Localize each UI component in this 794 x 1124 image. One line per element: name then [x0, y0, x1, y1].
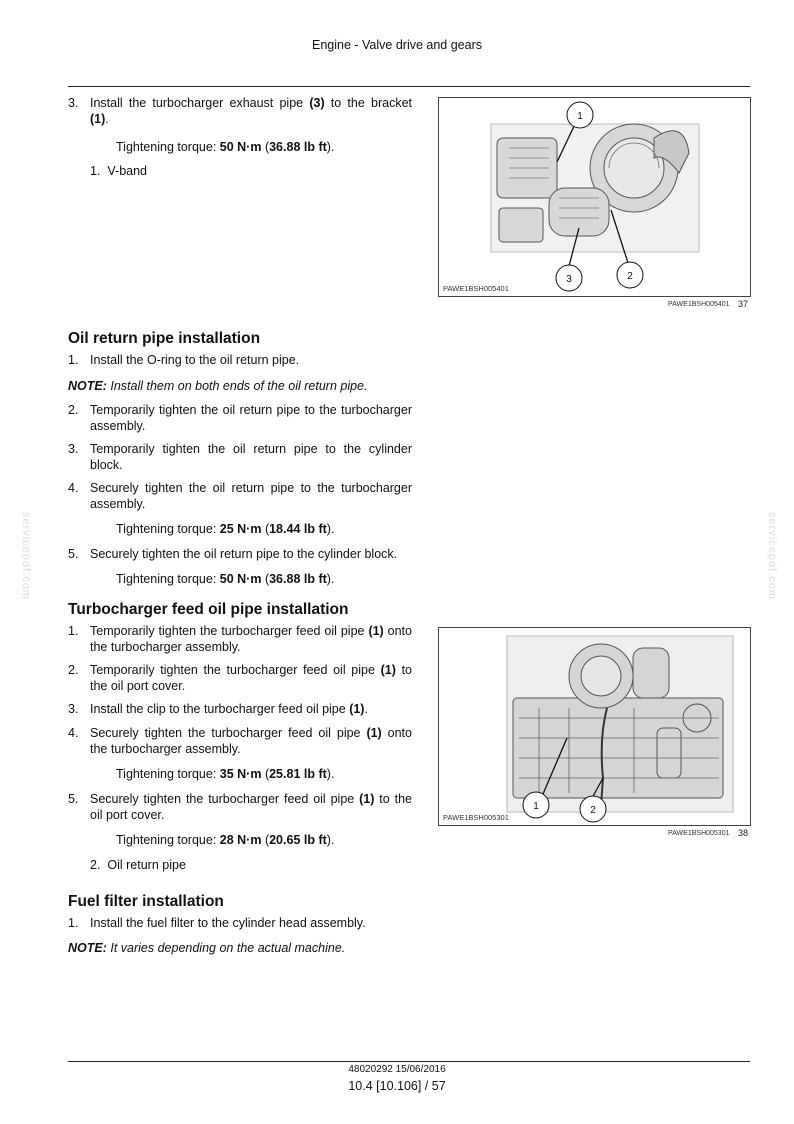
callout-1: 1 — [577, 111, 583, 122]
footer-doc-id: 48020292 15/06/2016 — [348, 1064, 446, 1075]
torque-line: Tightening torque: 50 N·m (36.88 lb ft). — [116, 572, 335, 586]
footer-page-number: 10.4 [10.106] / 57 — [348, 1079, 446, 1093]
feed-oil-section — [68, 601, 412, 873]
figure-37-number: 37 — [738, 299, 749, 309]
turbocharger-illustration — [439, 98, 750, 296]
fuel-filter-section — [68, 893, 412, 956]
watermark-right: servicepdf.com — [766, 512, 778, 600]
section-title: Turbocharger feed oil pipe installation — [68, 601, 349, 618]
figure-38-number: 38 — [738, 828, 749, 838]
figure-37-caption: PAWE1BSH005401 — [668, 301, 730, 308]
step-5: 5. Securely tighten the turbocharger feed oil pipe (1) to the oil port cover. — [68, 792, 412, 822]
callout-2: 2 — [627, 271, 633, 282]
figure-37 — [438, 97, 751, 297]
header-rule — [68, 86, 750, 87]
step-3: 3. Install the clip to the turbocharger feed oil pipe (1). — [68, 702, 368, 716]
footer-rule — [68, 1061, 750, 1062]
figure-38 — [438, 627, 751, 826]
figure-38-caption: PAWE1BSH005301 — [668, 830, 730, 837]
sub-item: 2. Oil return pipe — [90, 858, 186, 872]
page-header-title: Engine - Valve drive and gears — [311, 38, 482, 52]
step-1: 1. Install the fuel filter to the cylinder head assembly. — [68, 916, 366, 930]
watermark-left: servicepdf.com — [20, 512, 32, 600]
torque-line: Tightening torque: 25 N·m (18.44 lb ft). — [116, 522, 335, 536]
torque-line: Tightening torque: 35 N·m (25.81 lb ft). — [116, 767, 335, 781]
feed-oil-pipe-illustration — [439, 628, 750, 825]
figure-tag: PAWE1BSH005301 — [443, 813, 509, 822]
figure-tag: PAWE1BSH005401 — [443, 284, 509, 293]
step-4: 4. Securely tighten the oil return pipe to the turbocharger assembly. — [68, 481, 412, 511]
step-5: 5. Securely tighten the oil return pipe to the cylinder block. — [68, 547, 398, 561]
section-title: Fuel filter installation — [68, 893, 224, 910]
oil-return-section — [68, 330, 412, 587]
torque-line: Tightening torque: 28 N·m (20.65 lb ft). — [116, 833, 335, 847]
sub-item: 1. V-band — [90, 164, 148, 178]
step-1: 1. Install the O-ring to the oil return pipe. — [68, 353, 300, 367]
step-text: Install the turbocharger exhaust pipe (3) to the bracket (1). — [90, 96, 413, 126]
step-1: 1. Temporarily tighten the turbocharger feed oil pipe (1) onto the turbocharger assembly. — [68, 624, 412, 654]
step-number: 3. — [68, 96, 79, 110]
step-4: 4. Securely tighten the turbocharger feed oil pipe (1) onto the turbocharger assembly. — [68, 726, 412, 756]
step-2: 2. Temporarily tighten the turbocharger feed oil pipe (1) to the oil port cover. — [68, 663, 412, 693]
step-3 — [68, 95, 412, 127]
step-2: 2. Temporarily tighten the oil return pipe to the turbocharger assembly. — [68, 403, 412, 433]
section-title: Oil return pipe installation — [68, 330, 261, 347]
note: NOTE: It varies depending on the actual machine. — [68, 941, 346, 955]
turbo-exhaust-section — [68, 95, 412, 179]
note: NOTE: Install them on both ends of the oil return pipe. — [68, 379, 368, 393]
callout-1: 1 — [533, 801, 539, 812]
torque-line: Tightening torque: 50 N·m (36.88 lb ft). — [116, 140, 335, 154]
callout-2: 2 — [590, 805, 596, 816]
callout-3: 3 — [566, 274, 572, 285]
step-3: 3. Temporarily tighten the oil return pipe to the cylinder block. — [68, 442, 412, 472]
